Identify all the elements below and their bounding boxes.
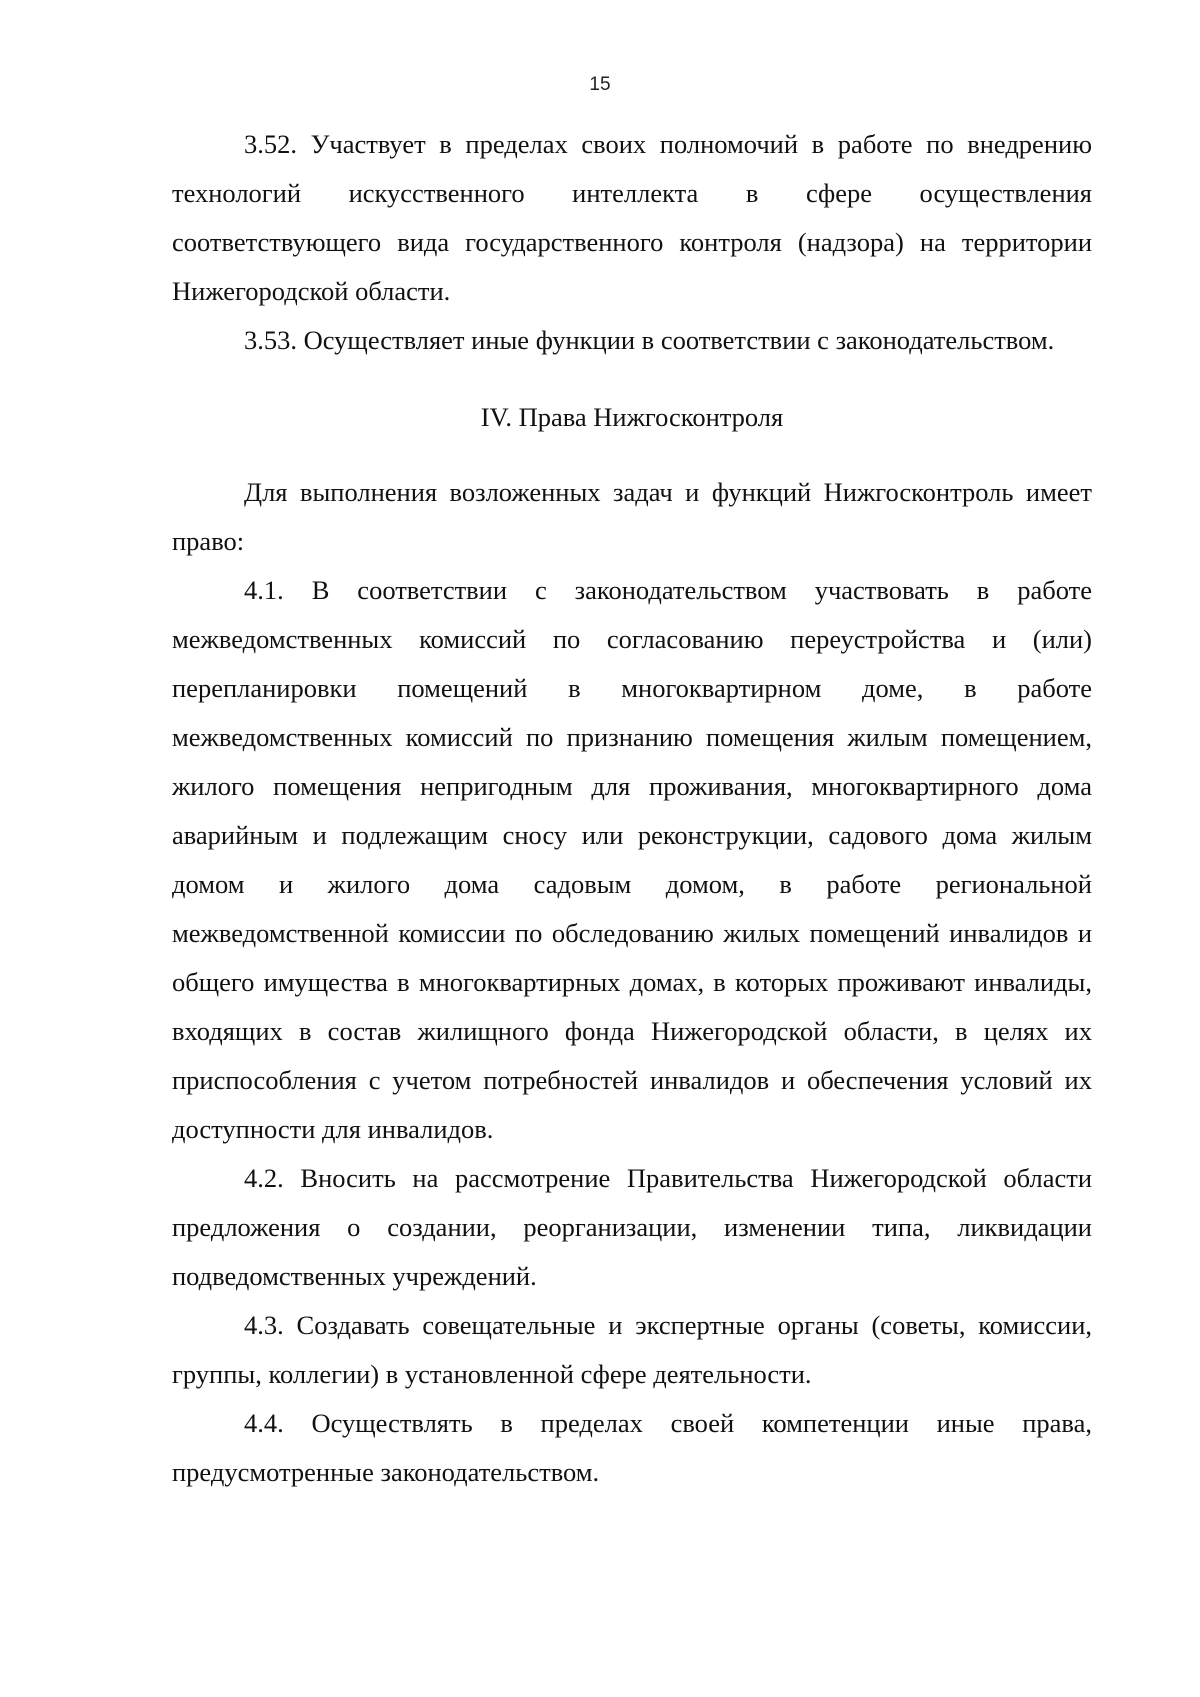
- section-heading: IV. Права Нижгосконтроля: [480, 402, 784, 432]
- paragraph-3-53: 3.53. Осуществляет иные функции в соответствии с законодательством.: [244, 325, 1055, 355]
- paragraph-4-1: 4.1. В соответствии с законодательством участвовать в работе межведомственных комиссий по согласованию переустройства и (или) перепланировки помещений в многоквартирном доме, в работе межведомственных комиссий по признанию помещения жилым помещением, жилого помещения непригодным для проживания, многоквартирного дома аварийным и подлежащим сносу или реконструкции, садового дома жилым домом и жилого дома садовым домом, в работе региональной межведомственной комиссии по обследованию жилых помещений инвалидов и общего имущества в многоквартирных домах, в которых проживают инвалиды, входящих в состав жилищного фонда Нижегородской области, в целях их приспособления с учетом потребностей инвалидов и обеспечения условий их доступности для инвалидов.: [172, 575, 1092, 1144]
- paragraph-4-4: 4.4. Осуществлять в пределах своей компетенции иные права, предусмотренные законодательством.: [172, 1408, 1092, 1487]
- document-body: [172, 120, 1092, 1497]
- page-number: 15: [589, 74, 611, 95]
- paragraph-3-52: 3.52. Участвует в пределах своих полномочий в работе по внедрению технологий искусственного интеллекта в сфере осуществления соответствующего вида государственного контроля (надзора) на территории Нижегородской области.: [172, 129, 1092, 306]
- paragraph-4-2: 4.2. Вносить на рассмотрение Правительства Нижегородской области предложения о создании, реорганизации, изменении типа, ликвидации подведомственных учреждений.: [172, 1163, 1092, 1291]
- paragraph-4-3: 4.3. Создавать совещательные и экспертные органы (советы, комиссии, группы, коллегии) в установленной сфере деятельности.: [172, 1310, 1092, 1389]
- paragraph-intro: Для выполнения возложенных задач и функций Нижгосконтроль имеет право:: [172, 477, 1092, 556]
